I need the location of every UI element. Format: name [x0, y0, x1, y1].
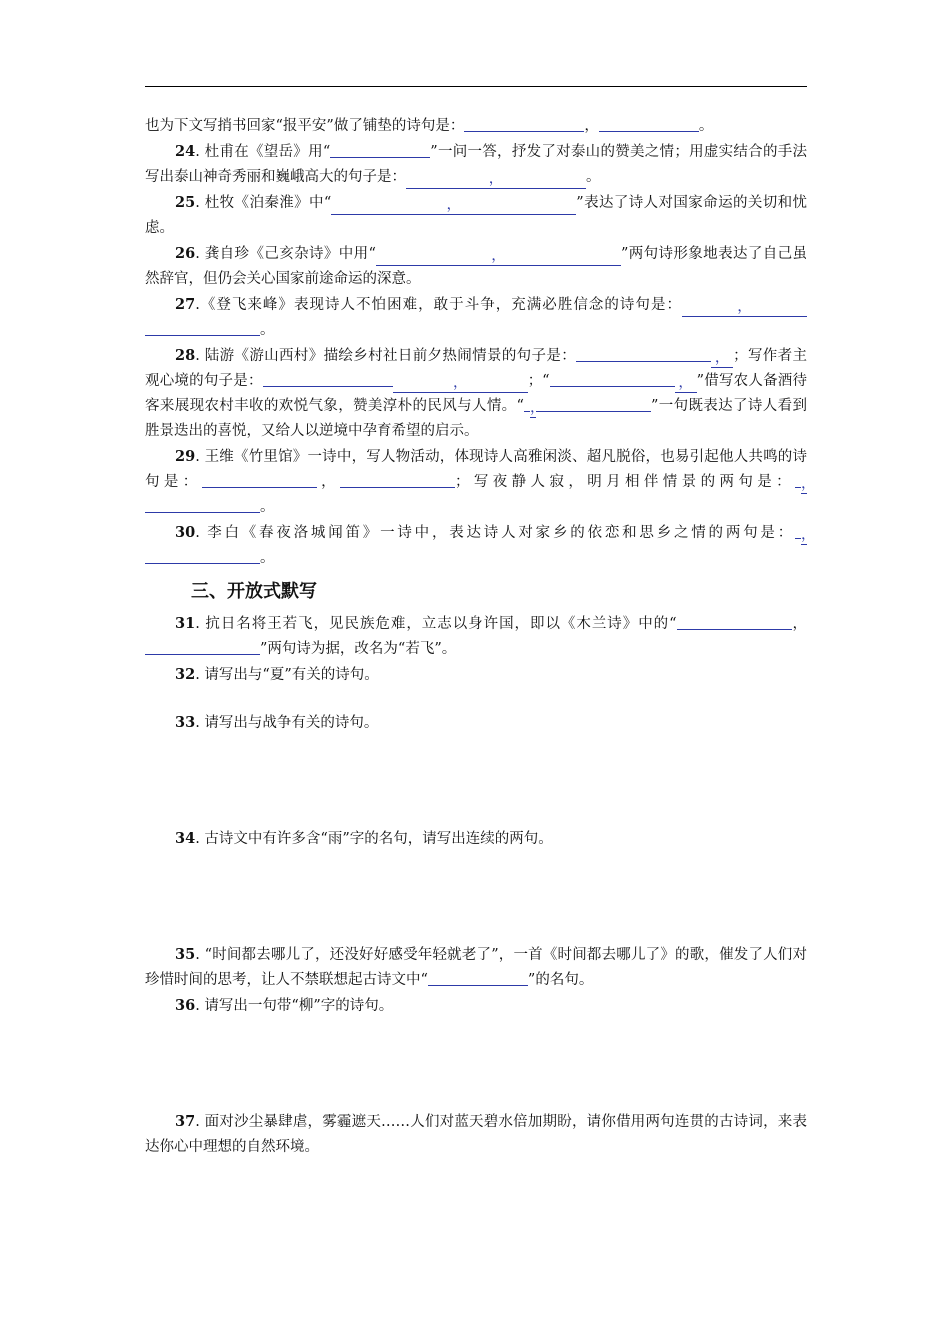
answer-space[interactable]	[145, 688, 807, 710]
answer-blank[interactable]	[263, 369, 393, 387]
answer-blank[interactable]	[428, 968, 528, 986]
answer-blank[interactable]: ，	[393, 375, 528, 393]
answer-blank[interactable]	[145, 495, 260, 513]
question-31: 31. 抗日名将王若飞，见民族危难，立志以身许国，即以《木兰诗》中的“ ，”两句诗为据，改名为“若飞”。	[145, 611, 807, 662]
answer-blank[interactable]	[550, 369, 675, 387]
answer-blank[interactable]	[340, 470, 455, 488]
question-25: 25. 杜牧《泊秦淮》中“ ， ”表达了诗人对国家命运的关切和忧虑。	[145, 194, 807, 236]
question-35: 35. “时间都去哪儿了，还没好好感受年轻就老了”，一首《时间都去哪儿了》的歌，催发了人们对珍惜时间的思考，让人不禁联想起古诗文中“ ”的名句。	[145, 946, 807, 988]
answer-blank[interactable]: ，	[376, 248, 621, 266]
section-title: 三、开放式默写	[191, 581, 317, 602]
answer-space[interactable]	[145, 1019, 807, 1109]
answer-blank[interactable]	[536, 394, 651, 412]
answer-blank[interactable]	[202, 470, 317, 488]
answer-blank[interactable]	[677, 612, 792, 630]
answer-blank[interactable]: ，	[675, 375, 697, 393]
question-36: 36. 请写出一句带“柳”字的诗句。	[175, 997, 394, 1014]
question-26: 26. 龚自珍《己亥杂诗》中用“ ， ”两句诗形象地表达了自己虽然辞官，但仍会关心国家前途命运的深意。	[145, 245, 807, 287]
header-rule	[145, 86, 807, 87]
answer-blank[interactable]: ，	[682, 299, 807, 317]
question-33: 33. 请写出与战争有关的诗句。	[175, 714, 379, 731]
question-30: 30. 李白《春夜洛城闻笛》一诗中，表达诗人对家乡的依恋和思乡之情的两句是： ，。	[145, 520, 807, 571]
answer-blank[interactable]	[145, 546, 260, 564]
question-28: 28. 陆游《游山西村》描绘乡村社日前夕热闹情景的句子是： ， ；写作者主观心境的句子是： ， ；“ ， ”借写农人备酒待客来展现农村丰收的欢悦气象，赞美淳朴的民风与人情。“ ， ”一句既表达了诗人看到胜景迭出的喜悦，又给人以逆境中孕育希望的启示。	[145, 343, 807, 444]
answer-blank[interactable]: ，	[331, 197, 576, 215]
answer-blank[interactable]: ，	[406, 171, 586, 189]
answer-blank[interactable]: ，	[801, 527, 816, 543]
answer-blank[interactable]	[576, 344, 711, 362]
answer-blank[interactable]	[599, 114, 699, 132]
question-23-tail: 也为下文写捎书回家“报平安”做了铺垫的诗句是： ， 。	[145, 114, 807, 139]
answer-blank[interactable]: ，	[529, 400, 545, 416]
question-34: 34. 古诗文中有许多含“雨”字的名句，请写出连续的两句。	[175, 830, 553, 847]
answer-blank[interactable]	[145, 637, 260, 655]
answer-blank[interactable]	[330, 140, 430, 158]
answer-blank[interactable]	[464, 114, 584, 132]
worksheet	[145, 114, 816, 1160]
answer-blank[interactable]: ，	[711, 350, 733, 368]
answer-space[interactable]	[145, 736, 807, 826]
question-29: 29. 王维《竹里馆》一诗中，写人物活动，体现诗人高雅闲淡、超凡脱俗，也易引起他人共鸣的诗句是： ， ；写夜静人寂，明月相伴情景的两句是： ，。	[145, 448, 816, 515]
question-37: 37. 面对沙尘暴肆虐，雾霾遮天……人们对蓝天碧水倍加期盼，请你借用两句连贯的古诗词，来表达你心中理想的自然环境。	[145, 1113, 807, 1155]
question-32: 32. 请写出与“夏”有关的诗句。	[175, 666, 379, 683]
question-24: 24. 杜甫在《望岳》用“ ”一问一答，抒发了对泰山的赞美之情；用虚实结合的手法写出泰山神奇秀丽和巍峨高大的句子是： ， 。	[145, 139, 807, 190]
answer-space[interactable]	[145, 852, 807, 942]
answer-blank[interactable]	[145, 318, 260, 336]
question-27: 27.《登飞来峰》表现诗人不怕困难，敢于斗争，充满必胜信念的诗句是： ，。	[145, 292, 807, 343]
answer-blank[interactable]: ，	[801, 476, 816, 492]
